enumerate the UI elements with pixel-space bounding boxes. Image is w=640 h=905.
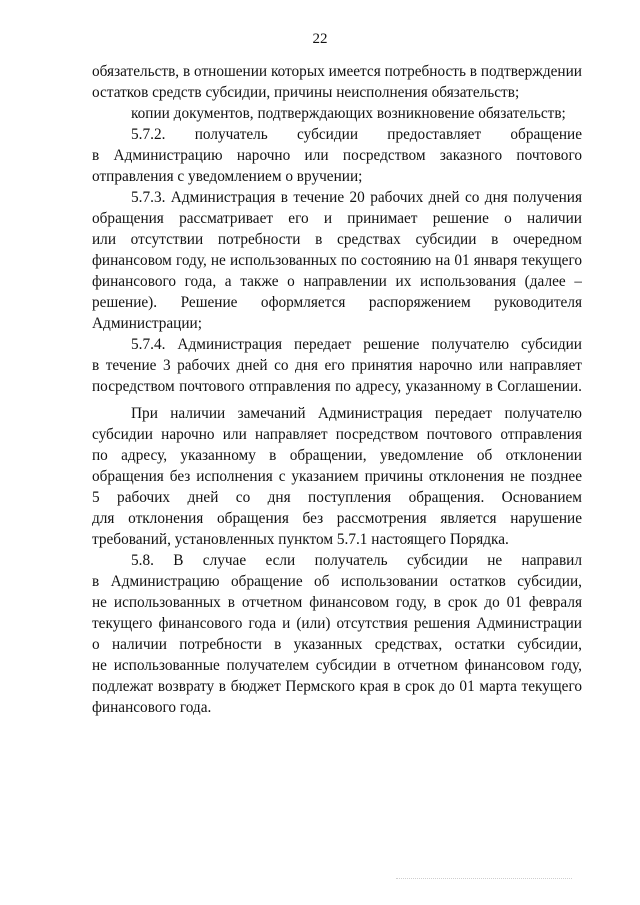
text-line: финансовом году, не использованных по состоянию на 01 января текущего	[92, 252, 582, 269]
text-line: или отсутствии потребности в средствах субсидии в очередном	[92, 231, 582, 248]
text-line: в течение 3 рабочих дней со дня его принятия нарочно или направляет	[92, 357, 582, 374]
text-line: остатков средств субсидии, причины неисполнения обязательств;	[92, 84, 520, 101]
text-line: обращения без исполнения с указанием причины отклонения не позднее	[92, 468, 582, 485]
text-line: 5.7.2. получатель субсидии предоставляет обращение	[131, 126, 582, 143]
text-line: копии документов, подтверждающих возникновение обязательств;	[131, 105, 566, 122]
text-line: не использованные получателем субсидии в отчетном финансовом году,	[92, 657, 582, 674]
page-number: 22	[312, 31, 328, 47]
text-line: 5.7.3. Администрация в течение 20 рабочих дней со дня получения	[131, 189, 582, 206]
text-line: финансового года, а также о направлении их использования (далее –	[92, 273, 582, 290]
text-line: текущего финансового года и (или) отсутствия решения Администрации	[92, 615, 582, 632]
text-line: 5.8. В случае если получатель субсидии не направил	[131, 552, 582, 569]
text-line: отправления с уведомлением о вручении;	[92, 168, 363, 185]
text-line: для отклонения обращения без рассмотрения является нарушение	[92, 510, 582, 527]
text-line: обязательств, в отношении которых имеется потребность в подтверждении	[92, 63, 582, 80]
text-line: требований, установленных пунктом 5.7.1 настоящего Порядка.	[92, 531, 509, 548]
text-line: посредством почтового отправления по адресу, указанному в Соглашении.	[92, 378, 582, 395]
text-line: решение). Решение оформляется распоряжением руководителя	[92, 294, 582, 311]
text-line: о наличии потребности в указанных средствах, остатки субсидии,	[92, 636, 582, 653]
text-line: в Администрацию обращение об использовании остатков субсидии,	[92, 573, 582, 590]
text-line: обращения рассматривает его и принимает решение о наличии	[92, 210, 582, 227]
document-body	[92, 61, 582, 718]
text-line: подлежат возврату в бюджет Пермского края в срок до 01 марта текущего	[92, 678, 582, 695]
text-line: не использованных в отчетном финансовом году, в срок до 01 февраля	[92, 594, 582, 611]
text-line: 5.7.4. Администрация передает решение получателю субсидии	[131, 336, 582, 353]
text-line: Администрации;	[92, 315, 202, 332]
text-line: При наличии замечаний Администрация передает получателю	[131, 405, 582, 422]
scan-artifact-line	[396, 878, 572, 879]
text-line: 5 рабочих дней со дня поступления обращения. Основанием	[92, 489, 582, 506]
text-line: в Администрацию нарочно или посредством заказного почтового	[92, 147, 582, 164]
text-line: субсидии нарочно или направляет посредством почтового отправления	[92, 426, 582, 443]
text-line: финансового года.	[92, 699, 212, 716]
text-line: по адресу, указанному в обращении, уведомление об отклонении	[92, 447, 582, 464]
